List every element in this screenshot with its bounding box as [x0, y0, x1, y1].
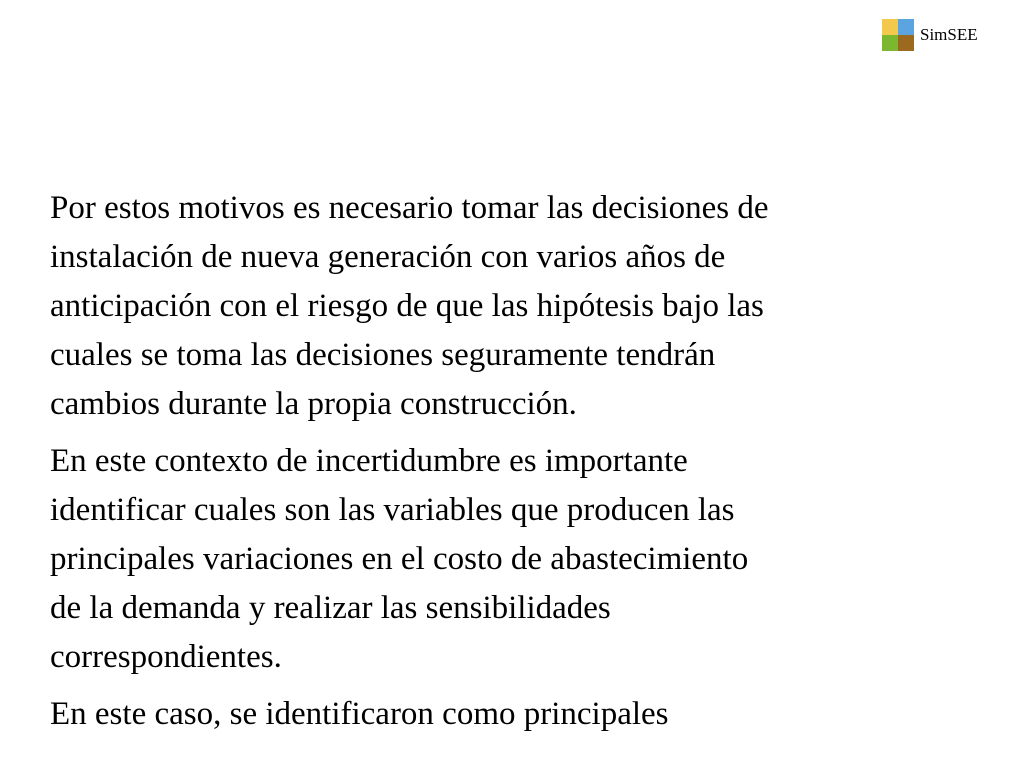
paragraph-3 [50, 690, 990, 739]
logo-square-bottom-right [898, 35, 914, 51]
logo-square-top-left [882, 19, 898, 35]
paragraph-line: Por estos motivos es necesario tomar las decisiones de [50, 190, 769, 226]
paragraph-line: anticipación con el riesgo de que las hipótesis bajo las [50, 288, 764, 324]
logo-square-bottom-left [882, 35, 898, 51]
paragraph-1 [50, 184, 990, 429]
paragraph-line: instalación de nueva generación con varios años de [50, 239, 726, 275]
paragraph-line: principales variaciones en el costo de abastecimiento [50, 541, 749, 577]
simsee-logo-icon [882, 19, 914, 51]
paragraph-2 [50, 437, 990, 682]
paragraph-line: correspondientes. [50, 639, 282, 675]
simsee-logo [882, 19, 978, 51]
logo-square-top-right [898, 19, 914, 35]
paragraph-line: cuales se toma las decisiones seguramente tendrán [50, 337, 716, 373]
paragraph-line: En este caso, se identificaron como principales [50, 696, 669, 732]
logo-text: SimSEE [920, 25, 978, 44]
slide-body [50, 184, 990, 747]
paragraph-line: cambios durante la propia construcción. [50, 386, 577, 422]
paragraph-line: En este contexto de incertidumbre es importante [50, 443, 688, 479]
paragraph-line: identificar cuales son las variables que producen las [50, 492, 735, 528]
paragraph-line: de la demanda y realizar las sensibilidades [50, 590, 611, 626]
